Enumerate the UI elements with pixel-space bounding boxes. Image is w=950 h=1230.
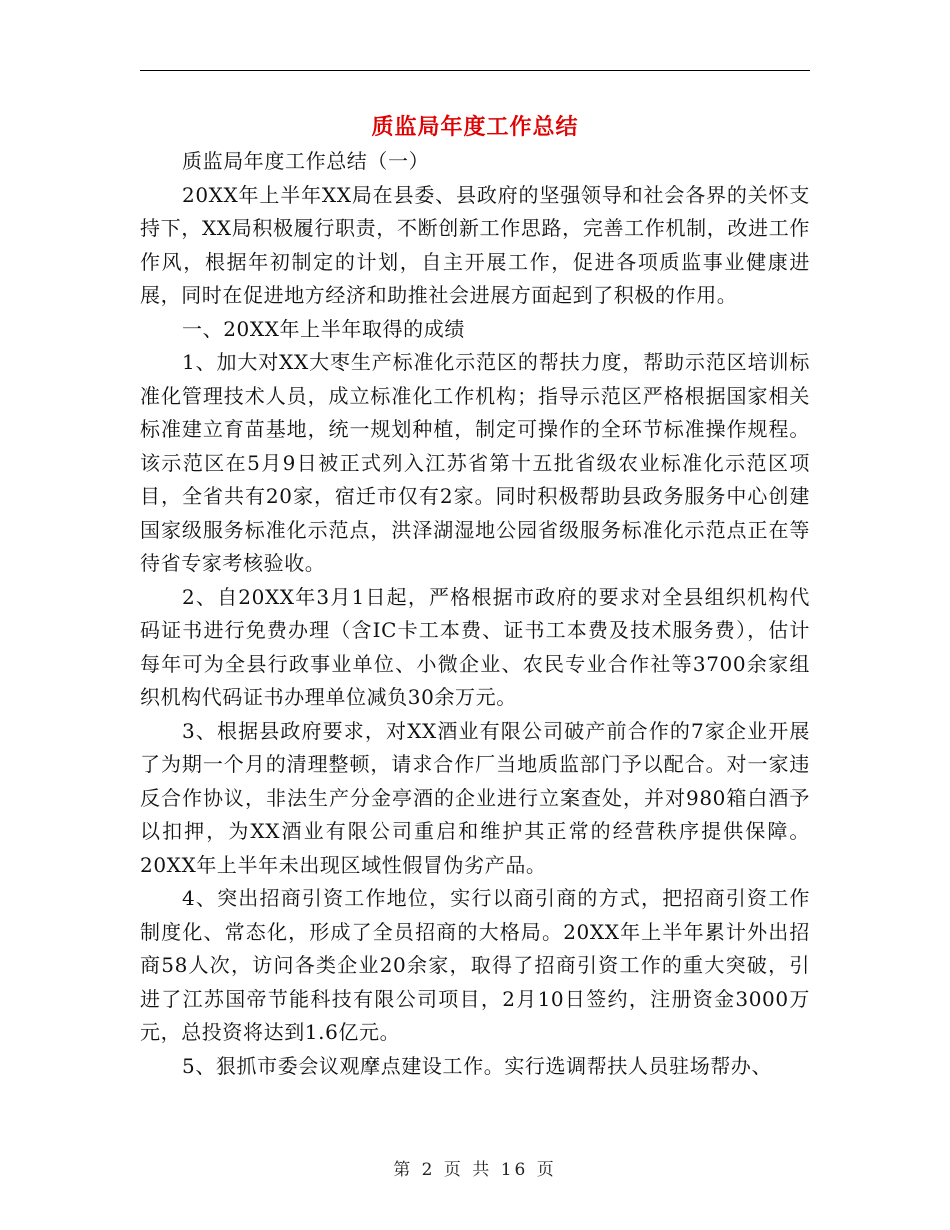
page-number-footer: 第 2 页 共 16 页 bbox=[393, 1160, 557, 1180]
paragraph-item-5: 5、狠抓市委会议观摩点建设工作。实行选调帮扶人员驻场帮办、 bbox=[182, 1053, 773, 1078]
paragraph-item-1: 1、加大对XX大枣生产标准化示范区的帮扶力度，帮助示范区培训标准化管理技术人员，成立标准化工作机构；指导示范区严格根据国家相关标准建立育苗基地，统一规划种植，制定可操作的全环节标准操作规程。该示范区在5月9日被正式列入江苏省第十五批省级农业标准化示范区项目，全省共有20家，宿迁市仅有2家。同时积极帮助县政务服务中心创建国家级服务标准化示范点，洪泽湖湿地公园省级服务标准化示范点正在等待省专家考核验收。 bbox=[140, 350, 810, 575]
paragraph-item-3: 3、根据县政府要求，对XX酒业有限公司破产前合作的7家企业开展了为期一个月的清理整顿，请求合作厂当地质监部门予以配合。对一家违反合作协议，非法生产分金亭酒的企业进行立案查处，并对980箱白酒予以扣押，为XX酒业有限公司重启和维护其正常的经营秩序提供保障。20XX年上半年未出现区域性假冒伪劣产品。 bbox=[140, 718, 810, 877]
paragraph-item-2: 2、自20XX年3月1日起，严格根据市政府的要求对全县组织机构代码证书进行免费办理（含IC卡工本费、证书工本费及技术服务费），估计每年可为全县行政事业单位、小微企业、农民专业合作社等3700余家组织机构代码证书办理单位减负30余万元。 bbox=[140, 584, 810, 709]
header-rule bbox=[140, 70, 810, 71]
section-heading: 一、20XX年上半年取得的成绩 bbox=[182, 316, 465, 341]
paragraph-intro: 20XX年上半年XX局在县委、县政府的坚强领导和社会各界的关怀支持下，XX局积极履行职责，不断创新工作思路，完善工作机制，改进工作作风，根据年初制定的计划，自主开展工作，促进各项质监事业健康进展，同时在促进地方经济和助推社会进展方面起到了积极的作用。 bbox=[140, 182, 810, 307]
document-title: 质监局年度工作总结 bbox=[371, 115, 579, 140]
paragraph-subtitle: 质监局年度工作总结（一） bbox=[182, 149, 430, 173]
paragraph-item-4: 4、突出招商引资工作地位，实行以商引商的方式，把招商引资工作制度化、常态化，形成了全员招商的大格局。20XX年上半年累计外出招商58人次，访问各类企业20余家，取得了招商引资工作的重大突破，引进了江苏国帝节能科技有限公司项目，2月10日签约，注册资金3000万元，总投资将达到1.6亿元。 bbox=[140, 886, 810, 1044]
document-body bbox=[140, 145, 810, 1083]
